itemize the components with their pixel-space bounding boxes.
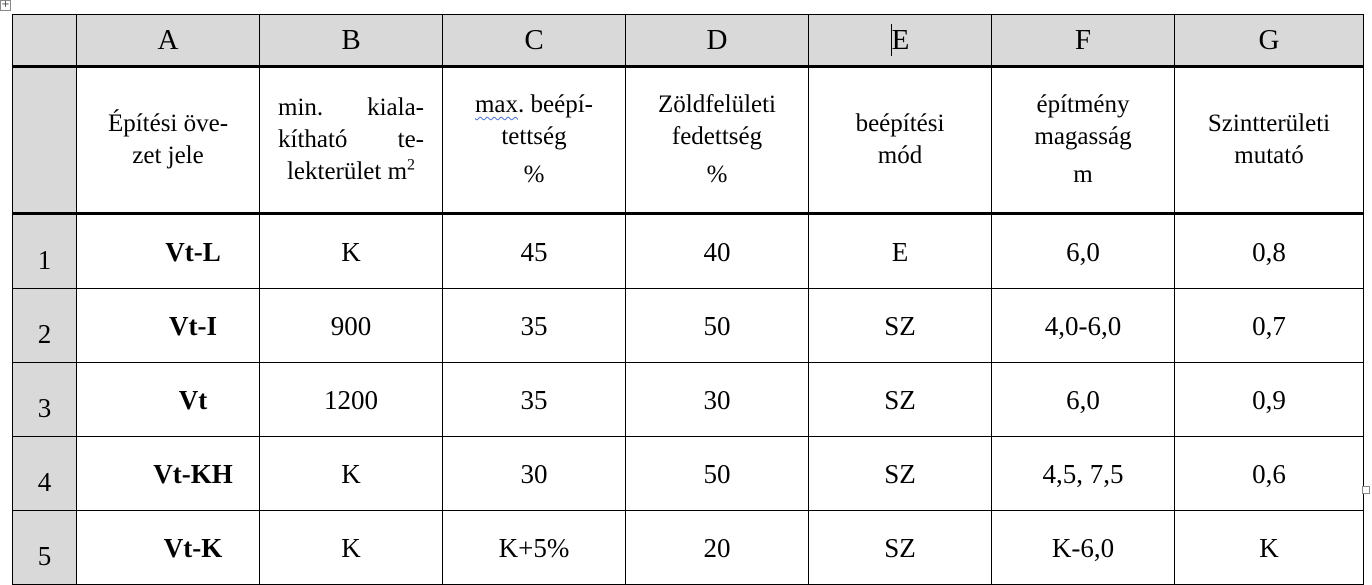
min-lot-area-cell: K bbox=[260, 214, 443, 289]
header-min-lot-area: min. kiala- kítható te- lekterület $m^2$ bbox=[260, 67, 443, 214]
zone-code-cell: Vt-L bbox=[77, 214, 260, 289]
min-lot-area-cell: 1200 bbox=[260, 363, 443, 437]
column-letter-a: A bbox=[77, 15, 260, 67]
row-number: 4 bbox=[13, 437, 77, 511]
min-lot-area-cell: 900 bbox=[260, 289, 443, 363]
zone-code-cell: Vt-I bbox=[77, 289, 260, 363]
column-letter-row bbox=[13, 15, 1364, 67]
column-letter-g: G bbox=[1175, 15, 1364, 67]
floor-area-ratio-cell: 0,6 bbox=[1175, 437, 1364, 511]
green-coverage-cell: 20 bbox=[626, 511, 809, 585]
building-mode-cell: E bbox=[809, 214, 992, 289]
building-height-cell: 4,0-6,0 bbox=[992, 289, 1175, 363]
building-mode-cell: SZ bbox=[809, 363, 992, 437]
row-number: 2 bbox=[13, 289, 77, 363]
building-height-cell: K-6,0 bbox=[992, 511, 1175, 585]
row-number: 3 bbox=[13, 363, 77, 437]
table-resize-handle-icon[interactable] bbox=[1362, 486, 1370, 494]
building-mode-cell: SZ bbox=[809, 511, 992, 585]
table-move-handle-icon[interactable]: + bbox=[1, 0, 10, 10]
max-coverage-cell: 35 bbox=[443, 363, 626, 437]
table-row bbox=[13, 289, 1364, 363]
corner-cell bbox=[13, 15, 77, 67]
row-number: 1 bbox=[13, 214, 77, 289]
floor-area-ratio-cell: 0,9 bbox=[1175, 363, 1364, 437]
max-coverage-cell: 35 bbox=[443, 289, 626, 363]
floor-area-ratio-cell: 0,7 bbox=[1175, 289, 1364, 363]
max-coverage-cell: K+5% bbox=[443, 511, 626, 585]
min-lot-area-cell: K bbox=[260, 511, 443, 585]
table-row bbox=[13, 511, 1364, 585]
table-row bbox=[13, 437, 1364, 511]
table-row bbox=[13, 214, 1364, 289]
table-row bbox=[13, 363, 1364, 437]
header-green-coverage: Zöldfelületi fedettség % bbox=[626, 67, 809, 214]
column-letter-c: C bbox=[443, 15, 626, 67]
building-height-cell: 4,5, 7,5 bbox=[992, 437, 1175, 511]
zone-code-cell: Vt-KH bbox=[77, 437, 260, 511]
zone-code-cell: Vt-K bbox=[77, 511, 260, 585]
header-building-mode: beépítési mód bbox=[809, 67, 992, 214]
zone-code-cell: Vt bbox=[77, 363, 260, 437]
column-letter-b: B bbox=[260, 15, 443, 67]
building-mode-cell: SZ bbox=[809, 437, 992, 511]
zoning-table bbox=[12, 14, 1364, 585]
header-building-height: építmény magasság m bbox=[992, 67, 1175, 214]
max-coverage-cell: 30 bbox=[443, 437, 626, 511]
header-row bbox=[13, 67, 1364, 214]
building-height-cell: 6,0 bbox=[992, 214, 1175, 289]
column-letter-f: F bbox=[992, 15, 1175, 67]
green-coverage-cell: 30 bbox=[626, 363, 809, 437]
header-row-number-cell bbox=[13, 67, 77, 214]
green-coverage-cell: 50 bbox=[626, 289, 809, 363]
row-number: 5 bbox=[13, 511, 77, 585]
min-lot-area-cell: K bbox=[260, 437, 443, 511]
header-zone-code: Építési öve- zet jele bbox=[77, 67, 260, 214]
column-letter-e: E bbox=[809, 15, 992, 67]
building-height-cell: 6,0 bbox=[992, 363, 1175, 437]
green-coverage-cell: 50 bbox=[626, 437, 809, 511]
header-max-coverage: max. beépí- tettség % bbox=[443, 67, 626, 214]
green-coverage-cell: 40 bbox=[626, 214, 809, 289]
max-coverage-cell: 45 bbox=[443, 214, 626, 289]
floor-area-ratio-cell: K bbox=[1175, 511, 1364, 585]
building-mode-cell: SZ bbox=[809, 289, 992, 363]
floor-area-ratio-cell: 0,8 bbox=[1175, 214, 1364, 289]
column-letter-d: D bbox=[626, 15, 809, 67]
header-floor-area-ratio: Szintterületi mutató bbox=[1175, 67, 1364, 214]
